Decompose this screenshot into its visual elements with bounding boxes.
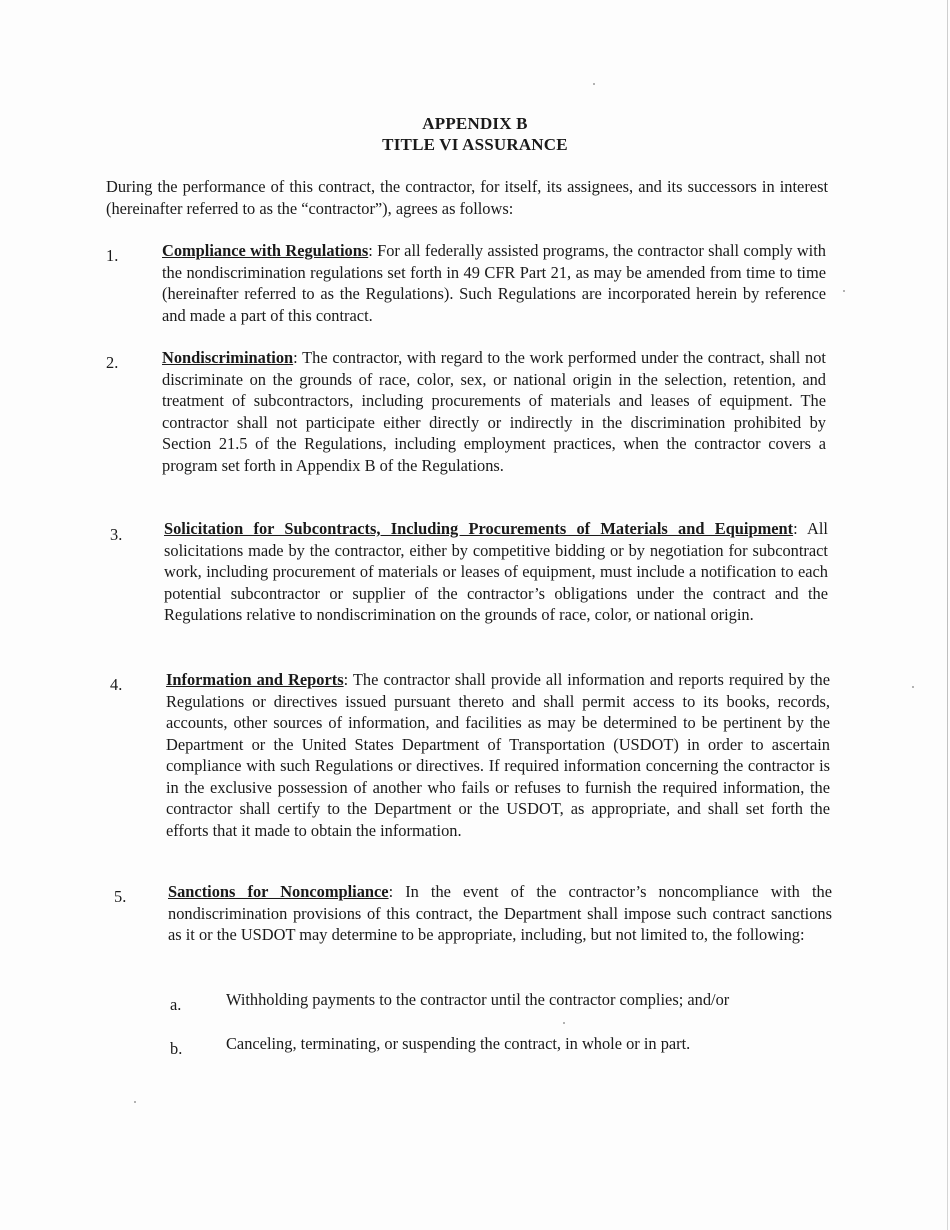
item-heading: Nondiscrimination bbox=[162, 348, 294, 367]
item-number: 4. bbox=[110, 675, 123, 694]
scan-edge-line bbox=[947, 0, 948, 1230]
subitem-letter: a. bbox=[170, 995, 182, 1014]
subitem-withholding-payments: Withholding payments to the contractor until the contractor complies; and/or bbox=[226, 990, 730, 1009]
subitem-canceling-contract: Canceling, terminating, or suspending the contract, in whole or in part. bbox=[226, 1034, 691, 1053]
item-heading: Solicitation for Subcontracts, Including Procurements of Materials and Equipment bbox=[164, 519, 794, 538]
item-solicitation-for-subcontracts bbox=[164, 518, 828, 626]
item-number: 5. bbox=[114, 887, 127, 906]
item-nondiscrimination bbox=[162, 347, 826, 476]
item-number: 2. bbox=[106, 353, 119, 372]
item-information-and-reports bbox=[166, 669, 830, 841]
scan-speck bbox=[563, 1022, 565, 1024]
scan-speck bbox=[912, 686, 914, 688]
item-heading: Sanctions for Noncompliance bbox=[168, 882, 389, 901]
item-body: : The contractor, with regard to the work performed under the contract, shall not discriminate on the grounds of race, color, sex, or national origin in the selection, retention, and treatment of subcontractors, including procurements of materials and leases of equipment. The contractor shall not participate either directly or indirectly in the discrimination prohibited by Section 21.5 of the Regulations, including employment practices, when the contractor covers a program set forth in Appendix B of the Regulations. bbox=[162, 348, 826, 475]
item-body: : The contractor shall provide all information and reports required by the Regulations or directives issued pursuant thereto and shall permit access to its books, records, accounts, other sources of information, and facilities as may be determined to be pertinent by the Department or the United States Department of Transportation (USDOT) in order to ascertain compliance with such Regulations or directives. If required information concerning the contractor is in the exclusive possession of another who fails or refuses to furnish the required information, the contractor shall certify to the Department or the USDOT, as appropriate, and shall set forth the efforts that it made to obtain the information. bbox=[166, 670, 830, 840]
item-number: 1. bbox=[106, 246, 119, 265]
scan-speck bbox=[843, 290, 845, 292]
subitem-letter: b. bbox=[170, 1039, 183, 1058]
item-heading: Information and Reports bbox=[166, 670, 344, 689]
intro-paragraph: During the performance of this contract, the contractor, for itself, its assignees, and its successors in interest (hereinafter referred to as the “contractor”), agrees as follows: bbox=[106, 177, 828, 218]
scan-speck bbox=[134, 1101, 136, 1103]
item-body: : In the event of the contractor’s noncompliance with the nondiscrimination provisions of this contract, the Department shall impose such contract sanctions as it or the USDOT may determine to be appropriate, including, but not limited to, the following: bbox=[168, 882, 832, 944]
item-body: : For all federally assisted programs, the contractor shall comply with the nondiscrimination regulations set forth in 49 CFR Part 21, as may be amended from time to time (hereinafter referred to as the Regulations). Such Regulations are incorporated herein by reference and made a part of this contract. bbox=[162, 241, 826, 325]
item-heading: Compliance with Regulations bbox=[162, 241, 369, 260]
document-title: TITLE VI ASSURANCE bbox=[382, 135, 568, 154]
item-sanctions-for-noncompliance bbox=[168, 881, 832, 946]
item-body: : All solicitations made by the contractor, either by competitive bidding or by negotiation for subcontract work, including procurement of materials or leases of equipment, must include a notification to each potential subcontractor or supplier of the contractor’s obligations under the contract and the Regulations relative to nondiscrimination on the grounds of race, color, or national origin. bbox=[164, 519, 828, 624]
item-compliance-with-regulations bbox=[162, 240, 826, 326]
appendix-title: APPENDIX B bbox=[422, 114, 528, 133]
item-number: 3. bbox=[110, 525, 123, 544]
scan-speck bbox=[593, 83, 595, 85]
